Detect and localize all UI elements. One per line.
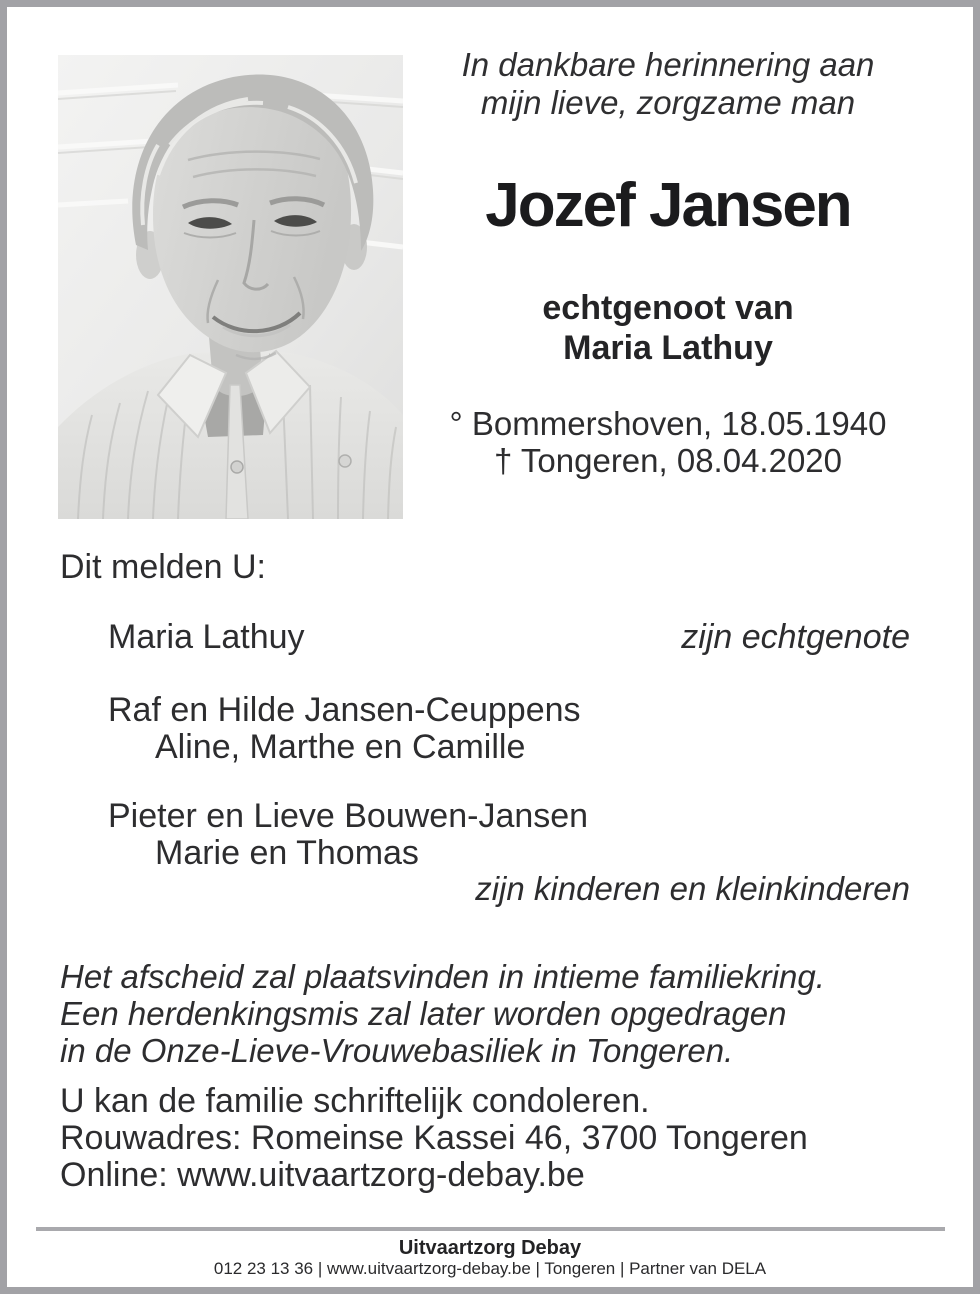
family-entry-child-2 — [108, 798, 588, 872]
family-entry-child-1 — [108, 692, 581, 766]
children-relation-label: zijn kinderen en kleinkinderen — [475, 870, 910, 907]
child-2-names: Pieter en Lieve Bouwen-Jansen — [108, 797, 589, 835]
relation-line2: Maria Lathuy — [563, 329, 773, 367]
condolence-block — [60, 1083, 808, 1194]
life-dates — [418, 405, 918, 479]
portrait-illustration — [58, 55, 403, 519]
funeral-home-name: Uitvaartzorg Debay — [398, 1237, 582, 1259]
condolence-website: Online: www.uitvaartzorg-debay.be — [60, 1156, 585, 1194]
child-1-names: Raf en Hilde Jansen-Ceuppens — [108, 691, 581, 729]
child-1-grandchildren: Aline, Marthe en Camille — [155, 728, 526, 766]
death-line: † Tongeren, 08.04.2020 — [493, 442, 843, 479]
birth-line: ° Bommershoven, 18.05.1940 — [449, 405, 887, 442]
memorial-intro-line2: mijn lieve, zorgzame man — [480, 84, 856, 121]
spouse-name: Maria Lathuy — [108, 618, 305, 656]
condolence-address: Rouwadres: Romeinse Kassei 46, 3700 Tongeren — [60, 1119, 808, 1157]
spouse-relation-label: zijn echtgenote — [681, 618, 910, 656]
memorial-intro-line1: In dankbare herinnering aan — [461, 46, 875, 83]
farewell-paragraph — [60, 958, 825, 1069]
footer-divider — [36, 1227, 945, 1231]
farewell-line3: in de Onze-Lieve-Vrouwebasiliek in Tongeren. — [60, 1032, 734, 1069]
memorial-intro — [418, 46, 918, 122]
deceased-name: Jozef Jansen — [485, 171, 851, 240]
farewell-line1: Het afscheid zal plaatsvinden in intieme familiekring. — [60, 958, 825, 995]
relation-line1: echtgenoot van — [542, 289, 794, 327]
farewell-line2: Een herdenkingsmis zal later worden opgedragen — [60, 995, 787, 1032]
spouse-relation — [418, 288, 918, 368]
announcement-intro: Dit melden U: — [60, 548, 266, 586]
family-entry-spouse — [108, 618, 910, 656]
child-2-grandchildren: Marie en Thomas — [155, 834, 419, 872]
funeral-home-contact: 012 23 13 36 | www.uitvaartzorg-debay.be | Tongeren | Partner van DELA — [213, 1259, 767, 1278]
deceased-photo — [58, 55, 403, 519]
condolence-line: U kan de familie schriftelijk condoleren. — [60, 1082, 650, 1120]
